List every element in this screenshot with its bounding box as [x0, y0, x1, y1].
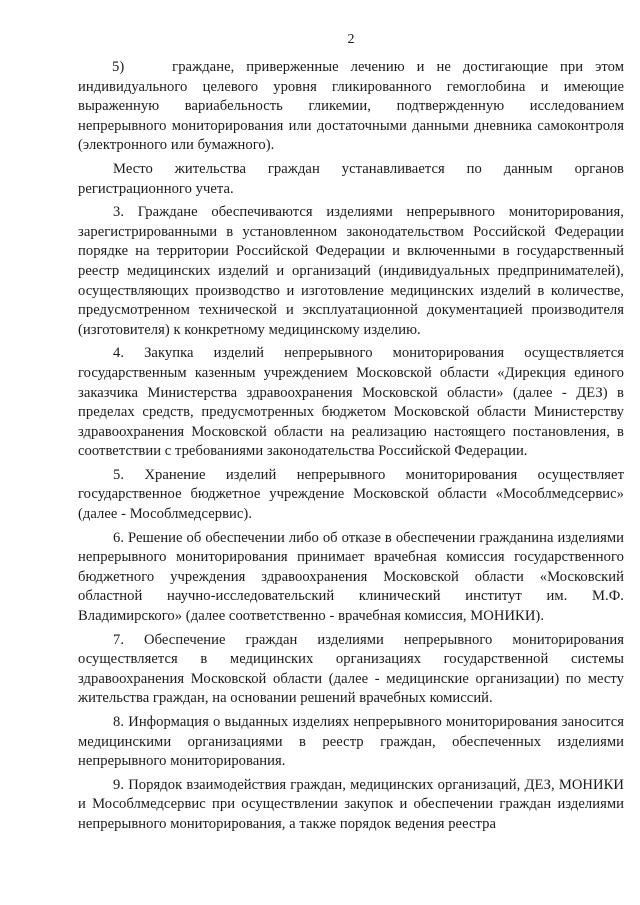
document-page	[78, 30, 624, 839]
page-number: 2	[347, 32, 355, 47]
paragraph-4-procurement: 4. Закупка изделий непрерывного мониторирования осуществляется государственным казенным учреждением Московской области «Дирекция единого заказчика Министерства здравоохранения Московской области» (далее - ДЕЗ) в пределах средств, предусмотренных бюджетом Московской области Министерству здравоохранения Московской области на реализацию настоящего постановления, в соответствии с требованиями законодательства Российской Федерации.	[78, 345, 624, 460]
paragraph-3-provision: 3. Граждане обеспечиваются изделиями непрерывного мониторирования, зарегистрированными в установленном законодательством Российской Федерации порядке на территории Российской Федерации и включенными в государственный реестр медицинских изделий и организаций (индивидуальных предпринимателей), осуществляющих производство и изготовление медицинских изделий в количестве, предусмотренном технической и эксплуатационной документацией производителя (изготовителя) к конкретному медицинскому изделию.	[78, 204, 624, 338]
paragraph-residence: Место жительства граждан устанавливается по данным органов регистрационного учета.	[78, 160, 624, 197]
paragraph-9-procedure: 9. Порядок взаимодействия граждан, медицинских организаций, ДЕЗ, МОНИКИ и Мособлмедсервис при осуществлении закупок и обеспечении граждан изделиями непрерывного мониторирования, а также порядок ведения реестра	[78, 776, 624, 832]
paragraph-6-decision: 6. Решение об обеспечении либо об отказе в обеспечении гражданина изделиями непрерывного мониторирования принимает врачебная комиссия государственного бюджетного учреждения здравоохранения Московской области «Московский областной научно-исследовательский клинический институт им. М.Ф. Владимирского» (далее соответственно - врачебная комиссия, МОНИКИ).	[78, 529, 624, 625]
paragraph-8-information: 8. Информация о выданных изделиях непрерывного мониторирования заносится медицинскими организациями в реестр граждан, обеспеченных изделиями непрерывного мониторирования.	[78, 714, 624, 770]
paragraph-item-5: 5) граждане, приверженные лечению и не достигающие при этом индивидуального целевого уровня гликированного гемоглобина и имеющие выраженную вариабельность гликемии, подтвержденную исследованием непрерывного мониторирования или достаточными данными дневника самоконтроля (электронного или бумажного).	[78, 59, 624, 154]
paragraph-7-supply: 7. Обеспечение граждан изделиями непрерывного мониторирования осуществляется в медицинских организациях государственной системы здравоохранения Московской области (далее - медицинские организации) по месту жительства граждан, на основании решений врачебных комиссий.	[78, 631, 624, 707]
paragraph-5-storage: 5. Хранение изделий непрерывного мониторирования осуществляет государственное бюджетное учреждение Московской области «Мособлмедсервис» (далее - Мособлмедсервис).	[78, 466, 624, 523]
